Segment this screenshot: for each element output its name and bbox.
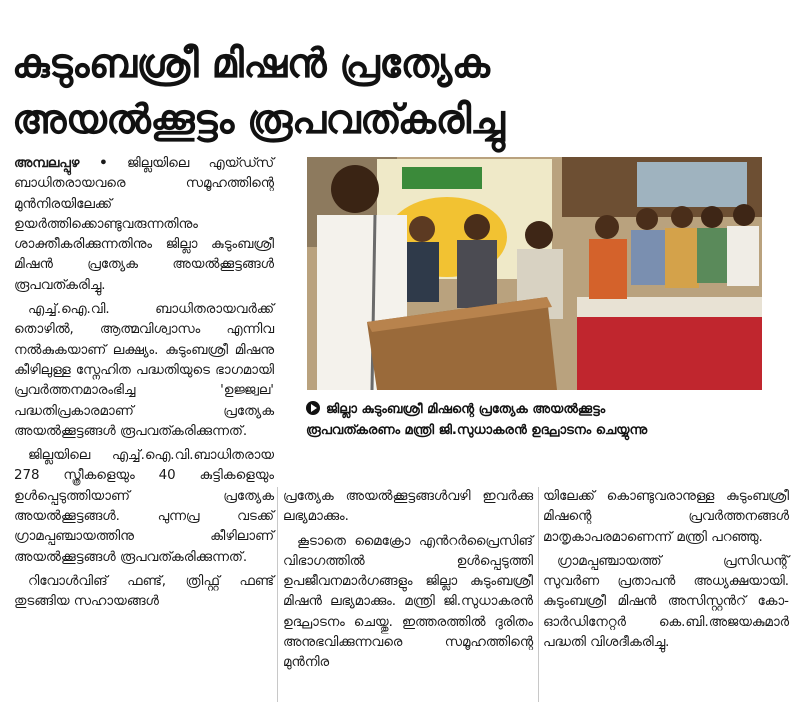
news-photo: [307, 157, 762, 390]
article-column-1: [14, 154, 274, 617]
paragraph: റിവോൾവിങ് ഫണ്ട്, ത്രിഫ്റ്റ് ഫണ്ട് തുടങ്ങിയ സഹായങ്ങൾ: [14, 573, 274, 610]
dateline: അമ്പലപ്പുഴ •: [14, 156, 108, 171]
article-column-2: [283, 487, 533, 678]
paragraph: ജില്ലയിലെ എച്ച്.ഐ.വി.ബാധിതരായ 278 സ്ത്രീകളെയും 40 കുട്ടികളെയും ഉൾപ്പെടുത്തിയാണ് പ്രത്യേക അയൽക്കൂട്ടങ്ങൾ. പുന്നപ്ര വടക്ക് ഗ്രാമപ്പഞ്ചായത്തിനു കീഴിലാണ് അയൽക്കൂട്ടങ്ങൾ രൂപവത്കരിക്കുന്നത്.: [14, 448, 274, 565]
paragraph: യിലേക്ക് കൊണ്ടുവരാനുള്ള കുടുംബശ്രീ മിഷന്റെ പ്രവർത്തനങ്ങൾ മാതൃകാപരമാണെന്ന് മന്ത്രി പറഞ്ഞു.: [543, 489, 789, 545]
column-divider: [277, 487, 278, 702]
paragraph: കൂടാതെ മൈക്രോ എൻറർപ്രൈസിങ് വിഭാഗത്തിൽ ഉൾപ്പെടുത്തി ഉപജീവനമാർഗങ്ങളും ജില്ലാ കുടുംബശ്രീ മിഷൻ ലഭ്യമാക്കും. മന്ത്രി ജി.സുധാകരൻ ഉദ്ഘാടനം ചെയ്തു. ഇത്തരത്തിൽ ദുരിതം അനുഭവിക്കുന്നവരെ സമൂഹത്തിന്റെ മുൻനിര: [283, 533, 533, 671]
caption-line-2: രൂപവത്കരണം മന്ത്രി ജി.സുധാകരൻ ഉദ്ഘാടനം ചെയ്യുന്നു: [306, 423, 648, 438]
paragraph: [14, 154, 274, 296]
caption-text-1: ജില്ലാ കുടുംബശ്രീ മിഷന്റെ പ്രത്യേക അയൽക്കൂട്ടം: [326, 402, 606, 417]
paragraph: പ്രത്യേക അയൽക്കൂട്ടങ്ങൾവഴി ഇവർക്കു ലഭ്യമാക്കും.: [283, 489, 533, 525]
paragraph-text: ജില്ലയിലെ എയ്ഡ്സ് ബാധിതരായവരെ സമൂഹത്തിന്റെ മുൻനിരയിലേക്ക് ഉയർത്തിക്കൊണ്ടുവരുന്നതിനും ശാക്തീകരിക്കുന്നതിനും ജില്ലാ കുടുംബശ്രീ മിഷൻ പ്രത്യേക അയൽക്കൂട്ടങ്ങൾ രൂപവത്കരിച്ചു.: [14, 156, 274, 293]
photo-caption: [306, 399, 776, 441]
headline: [12, 36, 788, 148]
column-divider: [538, 487, 539, 702]
headline-line-2: അയൽക്കൂട്ടം രൂപവത്കരിച്ചു: [12, 97, 505, 143]
paragraph: എച്ച്.ഐ.വി. ബാധിതരായവർക്ക് തൊഴിൽ, ആത്മവിശ്വാസം എന്നിവ നൽകുകയാണ് ലക്ഷ്യം. കുടുംബശ്രീ മിഷനു കീഴിലുള്ള സ്നേഹിത പദ്ധതിയുടെ ഭാഗമായി പ്രവർത്തനമാരംഭിച്ച 'ഉജ്ജ്വല' പദ്ധതിപ്രകാരമാണ് പ്രത്യേക അയൽക്കൂട്ടങ്ങൾ രൂപവത്കരിക്കുന്നത്.: [14, 302, 274, 439]
paragraph: ഗ്രാമപ്പഞ്ചായത്ത് പ്രസിഡന്റ് സുവർണ പ്രതാപൻ അധ്യക്ഷയായി. കുടുംബശ്രീ മിഷൻ അസിസ്റ്റൻറ് കോ-ഓർഡിനേറ്റർ കെ.ബി.അജയകുമാർ പദ്ധതി വിശദീകരിച്ചു.: [543, 553, 789, 651]
play-circle-icon: [306, 401, 320, 415]
event-photo-illustration: [307, 157, 762, 390]
article-column-3: [543, 487, 789, 657]
headline-line-1: കുടുംബശ്രീ മിഷൻ പ്രത്യേക: [12, 41, 490, 87]
caption-line-1: [306, 399, 776, 420]
